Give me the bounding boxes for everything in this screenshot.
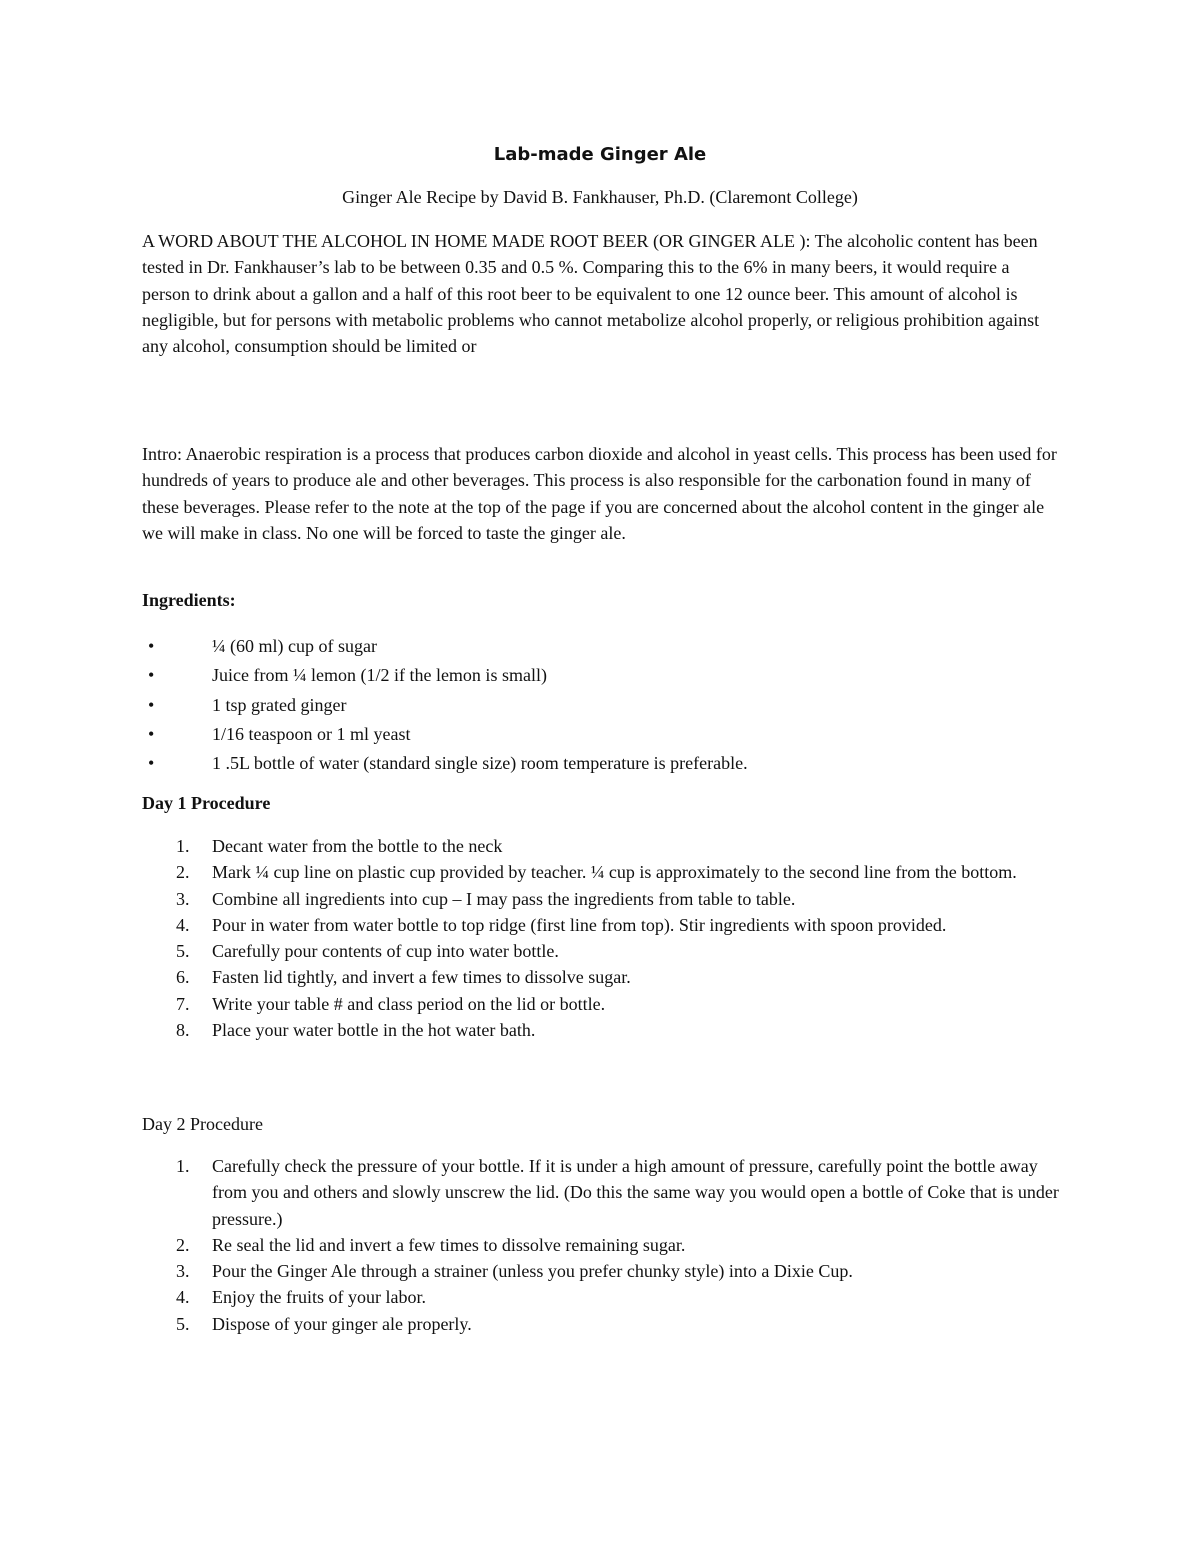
ingredient-text: ¼ (60 ml) cup of sugar [212, 636, 377, 656]
step-number: 7. [176, 993, 190, 1014]
list-item [142, 1153, 1060, 1232]
step-number: 4. [176, 914, 190, 935]
bullet-icon: • [148, 694, 155, 715]
list-item [142, 964, 1060, 990]
step-number: 3. [176, 1261, 190, 1282]
ingredient-text: 1/16 teaspoon or 1 ml yeast [212, 723, 411, 744]
step-text: Re seal the lid and invert a few times to dissolve remaining sugar. [212, 1234, 686, 1255]
step-text: Combine all ingredients into cup – I may pass the ingredients from table to table. [212, 888, 796, 909]
list-item [142, 1284, 1060, 1310]
list-item [142, 912, 1060, 938]
document-subtitle: Ginger Ale Recipe by David B. Fankhauser, Ph.D. (Claremont College) [342, 187, 858, 207]
bullet-icon: • [148, 665, 155, 686]
step-text: Fasten lid tightly, and invert a few times to dissolve sugar. [212, 967, 631, 988]
list-item [142, 1232, 1060, 1258]
list-item [142, 886, 1060, 912]
step-number: 1. [176, 836, 190, 856]
step-number: 4. [176, 1287, 190, 1308]
day1-steps-list [142, 833, 1060, 1043]
list-item [142, 749, 1060, 778]
list-item [142, 859, 1060, 885]
step-text: Dispose of your ginger ale properly. [212, 1313, 472, 1334]
ingredient-text: Juice from ¼ lemon (1/2 if the lemon is small) [212, 665, 547, 686]
step-text: Write your table # and class period on the lid or bottle. [212, 993, 606, 1014]
step-text: Carefully check the pressure of your bottle. If it is under a high amount of pressure, carefully point the bottle away from you and others and slowly unscrew the lid. (Do this the same way you would open a bottle of Coke that is under pressure.) [212, 1156, 1059, 1229]
day1-heading: Day 1 Procedure [142, 793, 271, 813]
day2-steps-list [142, 1153, 1060, 1337]
ingredients-heading: Ingredients: [142, 590, 236, 610]
step-text: Decant water from the bottle to the neck [212, 836, 503, 856]
bullet-icon: • [148, 723, 155, 744]
day2-heading: Day 2 Procedure [142, 1114, 263, 1134]
list-item [142, 1311, 1060, 1337]
step-number: 3. [176, 888, 190, 909]
ingredients-list [142, 632, 1060, 778]
step-number: 5. [176, 941, 190, 962]
step-text: Mark ¼ cup line on plastic cup provided by teacher. ¼ cup is approximately to the second line from the bottom. [212, 862, 1017, 883]
list-item [142, 1017, 1060, 1043]
step-number: 1. [176, 1156, 190, 1176]
step-number: 8. [176, 1020, 190, 1041]
document-title: Lab-made Ginger Ale [493, 144, 707, 165]
step-number: 5. [176, 1313, 190, 1334]
list-item [142, 632, 1060, 661]
list-item [142, 720, 1060, 749]
list-item [142, 1258, 1060, 1284]
list-item [142, 661, 1060, 690]
step-number: 6. [176, 967, 190, 988]
step-text: Pour in water from water bottle to top ridge (first line from top). Stir ingredients with spoon provided. [212, 914, 947, 935]
alcohol-note-paragraph: A WORD ABOUT THE ALCOHOL IN HOME MADE ROOT BEER (OR GINGER ALE ): The alcoholic content has been tested in Dr. Fankhauser’s lab to be between 0.35 and 0.5 %. Comparing this to the 6% in many beers, it would require a person to drink about a gallon and a half of this root beer to be equivalent to one 12 ounce beer. This amount of alcohol is negligible, but for persons with metabolic problems who cannot metabolize alcohol properly, or religious prohibition against any alcohol, consumption should be limited or [142, 231, 1040, 357]
ingredient-text: 1 .5L bottle of water (standard single size) room temperature is preferable. [212, 753, 748, 774]
step-number: 2. [176, 862, 190, 883]
list-item [142, 938, 1060, 964]
bullet-icon: • [148, 753, 155, 774]
step-text: Enjoy the fruits of your labor. [212, 1287, 426, 1308]
step-text: Place your water bottle in the hot water bath. [212, 1020, 536, 1041]
step-text: Pour the Ginger Ale through a strainer (unless you prefer chunky style) into a Dixie Cup. [212, 1261, 853, 1282]
list-item [142, 991, 1060, 1017]
ingredient-text: 1 tsp grated ginger [212, 694, 347, 715]
list-item [142, 691, 1060, 720]
list-item [142, 833, 1060, 859]
intro-paragraph: Intro: Anaerobic respiration is a process that produces carbon dioxide and alcohol in yeast cells. This process has been used for hundreds of years to produce ale and other beverages. This process is also responsible for the carbonation found in many of these beverages. Please refer to the note at the top of the page if you are concerned about the alcohol content in the ginger ale we will make in class. No one will be forced to taste the ginger ale. [142, 444, 1057, 543]
step-text: Carefully pour contents of cup into water bottle. [212, 941, 559, 962]
bullet-icon: • [148, 636, 155, 656]
step-number: 2. [176, 1234, 190, 1255]
